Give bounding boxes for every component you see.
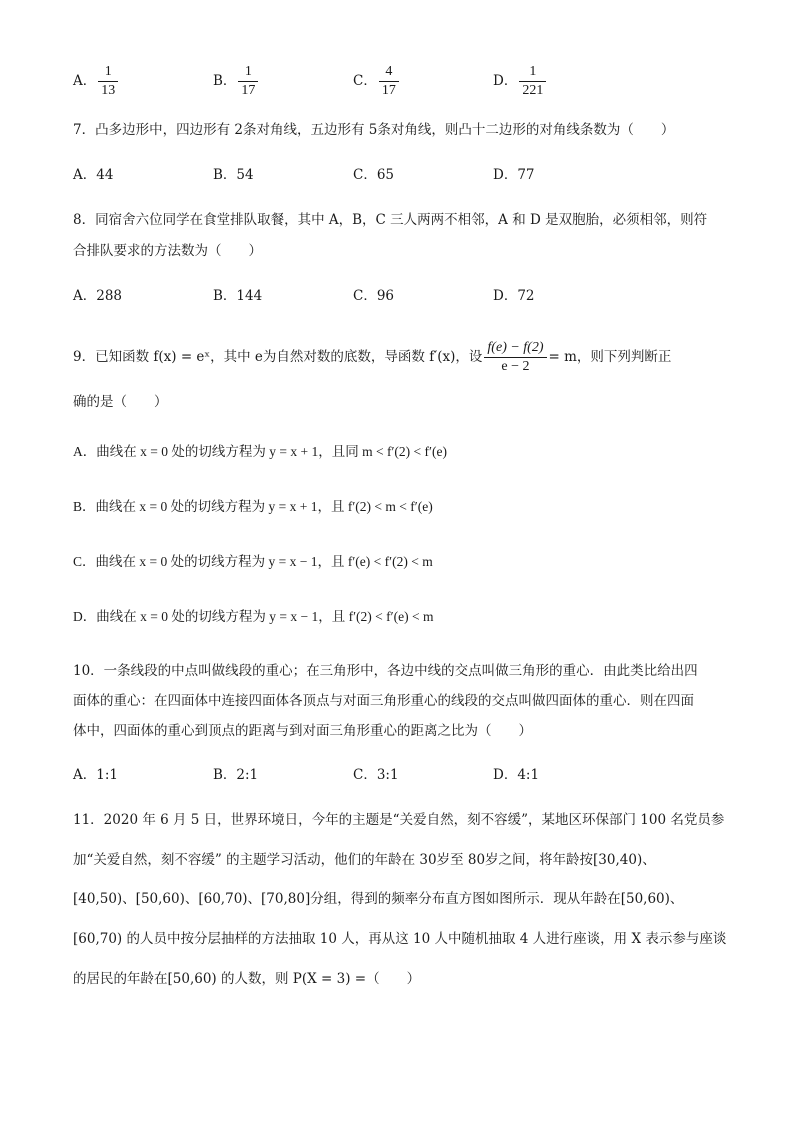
q11-stem-line3: [40,50)、[50,60)、[60,70)、[70,80]分组，得到的频率分布直方图如图所示．现从年龄在[50,60)、 (73, 891, 684, 907)
q9-stem-text: 9．已知函数 f(x) = eˣ，其中 e为自然对数的底数，导函数 f′(x)，设 (73, 349, 483, 365)
q10-option-b: B．2:1 (213, 767, 259, 783)
q7-option-d: D．77 (493, 167, 535, 183)
numerator: 1 (244, 64, 252, 79)
q11-stem-line4: [60,70) 的人员中按分层抽样的方法抽取 10 人，再从这 10 人中随机抽取 4 人进行座谈，用 X 表示参与座谈 (73, 931, 727, 947)
denominator: 17 (238, 81, 258, 100)
q6-option-c (353, 63, 401, 100)
option-label: D． (493, 73, 518, 89)
q11-stem-line5: 的居民的年龄在[50,60) 的人数，则 P(X = 3) =（ ） (73, 971, 421, 987)
numerator: 1 (529, 64, 537, 79)
q8-stem-line2: 合排队要求的方法数为（ ） (73, 243, 262, 259)
q7-option-a: A．44 (73, 167, 114, 183)
q6-option-d (493, 63, 548, 100)
fraction (379, 63, 399, 100)
q10-option-d: D．4:1 (493, 767, 540, 783)
q7-option-c: C．65 (353, 167, 395, 183)
q11-stem-line2: 加“关爱自然，刻不容缓” 的主题学习活动，他们的年龄在 30岁至 80岁之间，将年龄按[30,40)、 (73, 852, 656, 868)
q10-stem-line2: 面体的重心：在四面体中连接四面体各顶点与对面三角形重心的线段的交点叫做四面体的重心．则在四面 (73, 693, 694, 709)
q9-option-d: D．曲线在 x = 0 处的切线方程为 y = x − 1，且 f′(2) < f′(e) < m (73, 609, 434, 624)
q8-option-c: C．96 (353, 288, 395, 304)
q6-option-b (213, 63, 260, 100)
q10-option-a: A．1:1 (73, 767, 118, 783)
q6-option-a (73, 63, 120, 100)
q10-stem-line3: 体中，四面体的重心到顶点的距离与到对面三角形重心的距离之比为（ ） (73, 723, 532, 739)
denominator: 13 (98, 81, 118, 100)
q10-stem-line1: 10．一条线段的中点叫做线段的重心；在三角形中，各边中线的交点叫做三角形的重心．由此类比给出四 (73, 663, 698, 679)
q11-stem-line1: 11．2020 年 6 月 5 日，世界环境日，今年的主题是“关爱自然，刻不容缓”，某地区环保部门 100 名党员参 (73, 812, 725, 828)
numerator: f(e) − f(2) (487, 340, 544, 355)
q9-stem-line2: 确的是（ ） (73, 394, 168, 410)
q7-stem: 7．凸多边形中，四边形有 2条对角线，五边形有 5条对角线，则凸十二边形的对角线条数为（ ） (73, 122, 675, 138)
numerator: 1 (104, 64, 112, 79)
q9-option-c: C．曲线在 x = 0 处的切线方程为 y = x − 1，且 f′(e) < f′(2) < m (73, 554, 433, 569)
q8-option-d: D．72 (493, 288, 535, 304)
option-label: B． (213, 73, 237, 89)
q9-stem-line1 (73, 337, 671, 377)
fraction (519, 63, 546, 100)
q8-option-a: A．288 (73, 288, 123, 304)
q9-stem-text-end: = m，则下列判断正 (548, 349, 672, 365)
q9-option-b: B．曲线在 x = 0 处的切线方程为 y = x + 1，且 f′(2) < m < f′(e) (73, 499, 433, 514)
q8-stem-line1: 8．同宿舍六位同学在食堂排队取餐，其中 A，B，C 三人两两不相邻，A 和 D 是双胞胎，必须相邻，则符 (73, 212, 708, 228)
q7-option-b: B．54 (213, 167, 254, 183)
q8-option-b: B．144 (213, 288, 263, 304)
fraction (98, 63, 118, 100)
fraction (238, 63, 258, 100)
q10-option-c: C．3:1 (353, 767, 399, 783)
option-label: C． (353, 73, 377, 89)
denominator: 17 (379, 81, 399, 100)
option-label: A． (73, 73, 97, 89)
denominator: e − 2 (484, 357, 546, 376)
q9-option-a: A．曲线在 x = 0 处的切线方程为 y = x + 1，且同 m < f′(2) < f′(e) (73, 444, 447, 459)
denominator: 221 (519, 81, 546, 100)
numerator: 4 (385, 64, 393, 79)
q9-fraction (484, 339, 546, 376)
